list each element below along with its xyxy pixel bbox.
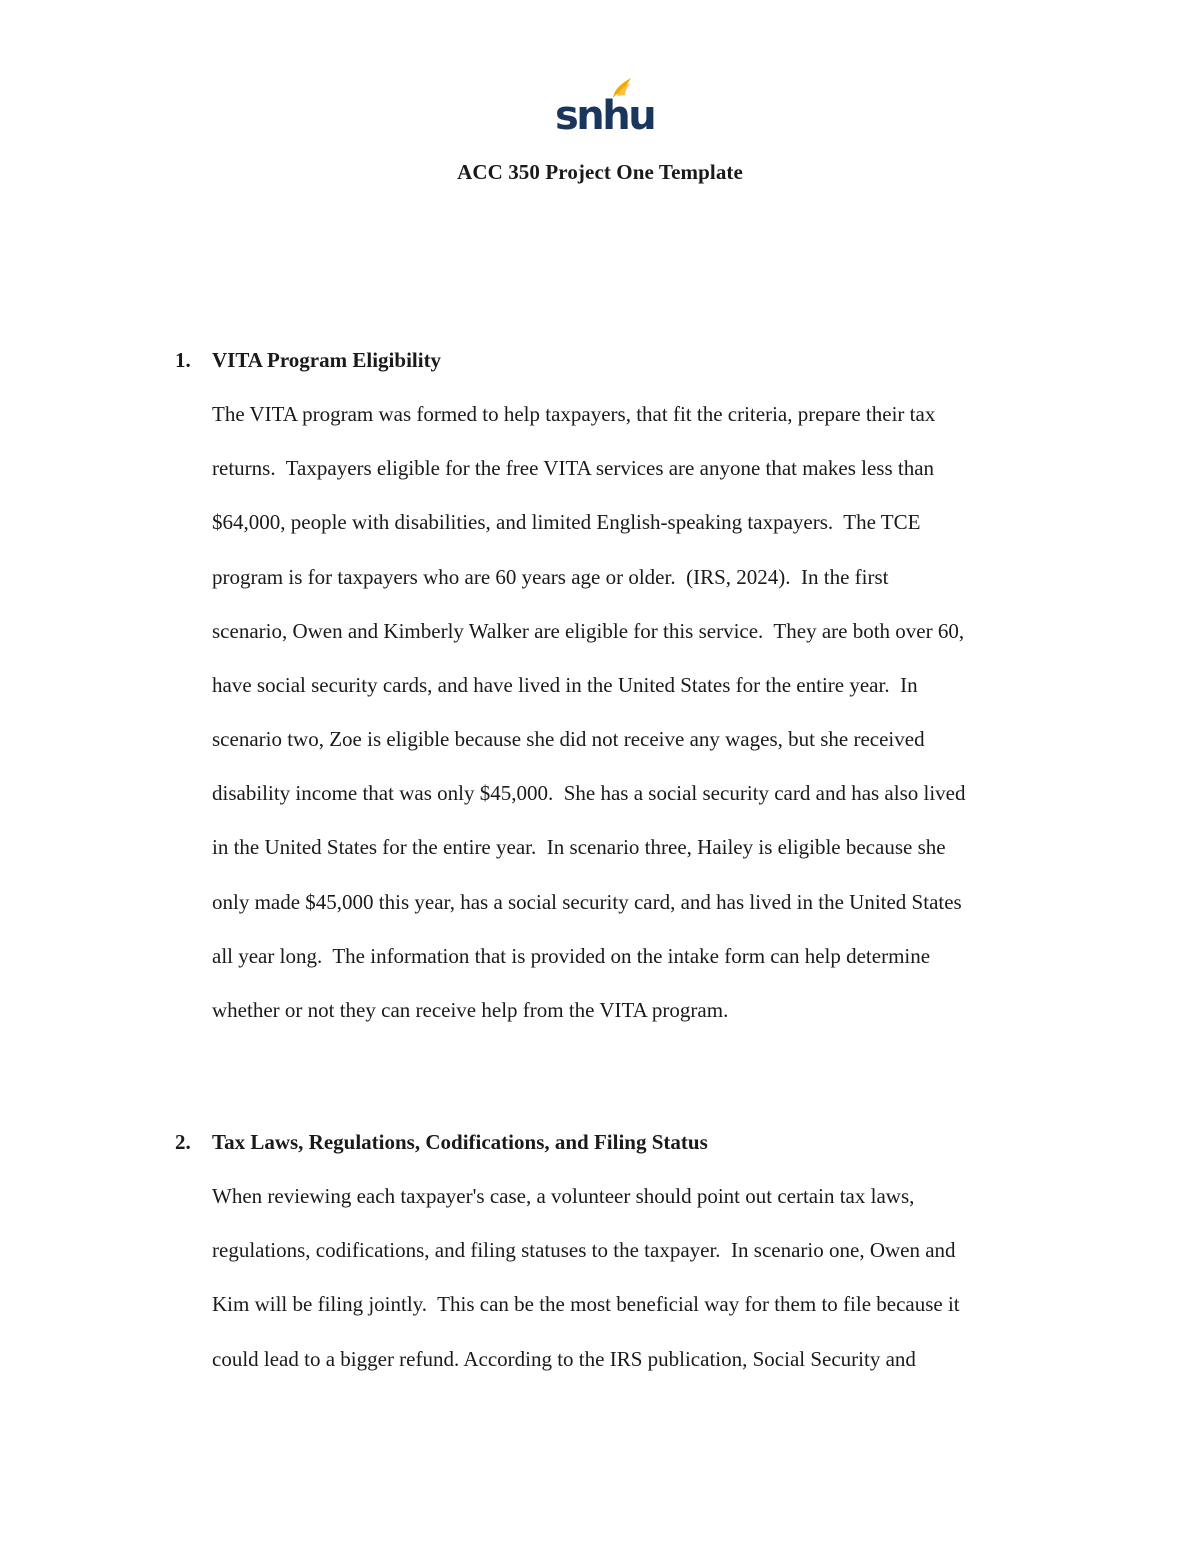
paragraph-line: When reviewing each taxpayer's case, a volunteer should point out certain tax laws, xyxy=(212,1184,915,1208)
section-number: 2. xyxy=(175,1130,191,1154)
paragraph-line: disability income that was only $45,000. She has a social security card and has also lived xyxy=(212,781,966,805)
paragraph-line: scenario, Owen and Kimberly Walker are eligible for this service. They are both over 60, xyxy=(212,619,965,643)
snhu-logo xyxy=(553,72,655,139)
paragraph-line: The VITA program was formed to help taxpayers, that fit the criteria, prepare their tax xyxy=(212,402,936,426)
paragraph-line: $64,000, people with disabilities, and limited English-speaking taxpayers. The TCE xyxy=(212,510,921,534)
paragraph-line: only made $45,000 this year, has a social security card, and has lived in the United States xyxy=(212,890,962,914)
section-title: Tax Laws, Regulations, Codifications, and Filing Status xyxy=(212,1130,708,1154)
section-vita-eligibility xyxy=(170,346,1070,1022)
paragraph-line: scenario two, Zoe is eligible because she did not receive any wages, but she received xyxy=(212,727,925,751)
section-heading xyxy=(170,346,1070,374)
paragraph-line: Kim will be filing jointly. This can be the most beneficial way for them to file because it xyxy=(212,1292,960,1316)
paragraph-line: could lead to a bigger refund. According to the IRS publication, Social Security and xyxy=(212,1347,916,1371)
section-title: VITA Program Eligibility xyxy=(212,348,442,372)
paragraph-line: have social security cards, and have lived in the United States for the entire year. In xyxy=(212,673,918,697)
paragraph-line: regulations, codifications, and filing statuses to the taxpayer. In scenario one, Owen and xyxy=(212,1238,956,1262)
paragraph-line: all year long. The information that is provided on the intake form can help determine xyxy=(212,944,931,968)
document-title: ACC 350 Project One Template xyxy=(457,160,743,184)
paragraph-line: in the United States for the entire year. In scenario three, Hailey is eligible because she xyxy=(212,835,946,859)
paragraph-line: returns. Taxpayers eligible for the free VITA services are anyone that makes less than xyxy=(212,456,935,480)
section-heading xyxy=(170,1128,1070,1156)
paragraph-line: whether or not they can receive help from the VITA program. xyxy=(212,998,729,1022)
section-number: 1. xyxy=(175,348,191,372)
section-tax-laws xyxy=(170,1128,1070,1371)
svg-text:snhu: snhu xyxy=(555,93,655,139)
paragraph-line: program is for taxpayers who are 60 years age or older. (IRS, 2024). In the first xyxy=(212,565,889,589)
